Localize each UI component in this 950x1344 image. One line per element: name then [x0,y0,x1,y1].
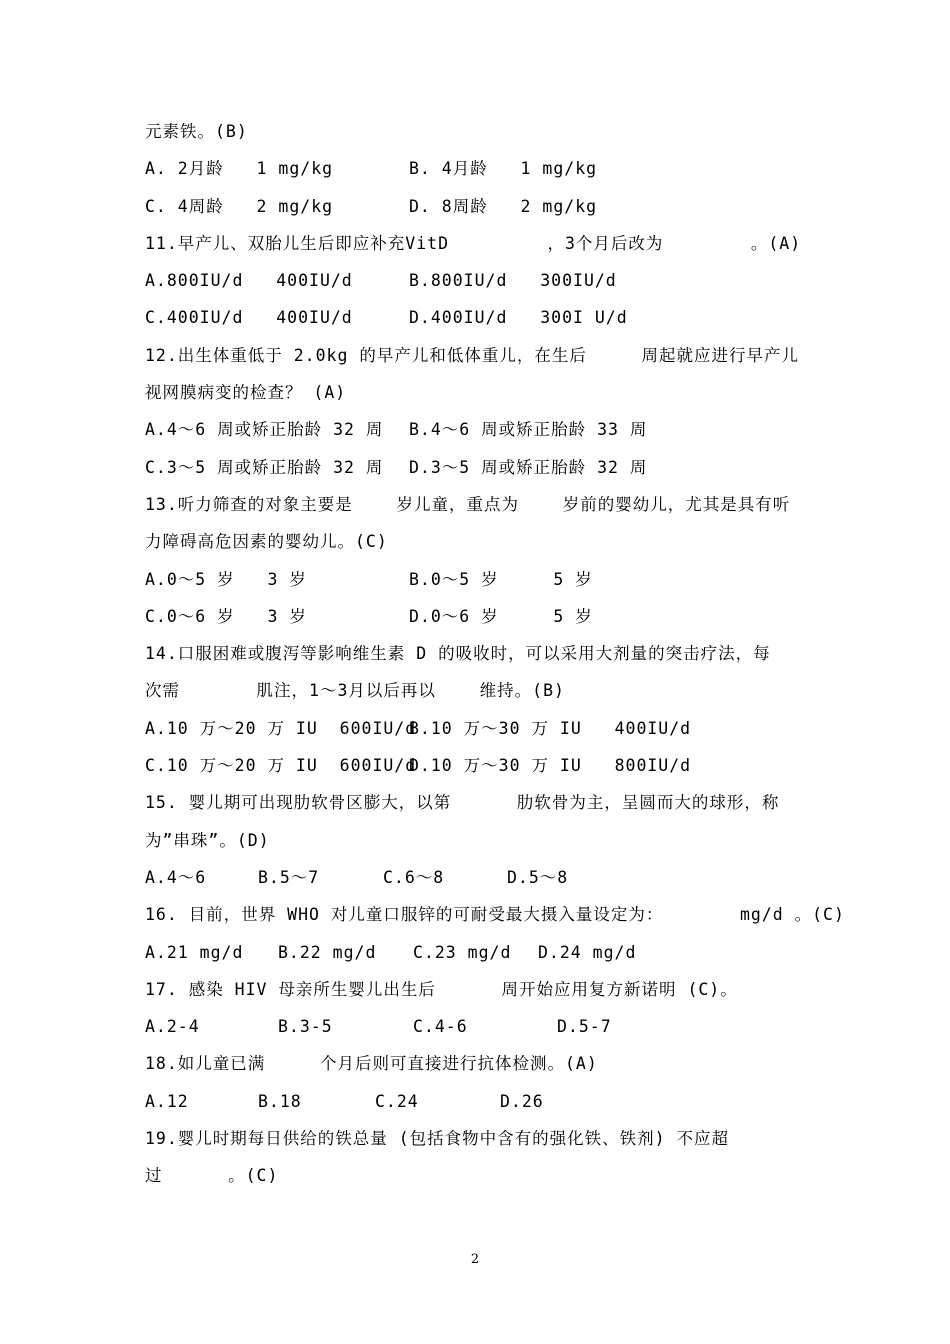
option-b: D.10 万～30 万 IU 800IU/d [409,756,692,776]
options-row [145,262,815,299]
text-line: 12.出生体重低于 2.0kg 的早产儿和低体重儿，在生后 周起就应进行早产儿 [145,345,800,365]
text-line: 过 。(C) [145,1166,279,1186]
option-b: D.400IU/d 300I U/d [409,308,628,328]
text-line: 为”串珠”。(D) [145,830,270,850]
text-line: 14.口服困难或腹泻等影响维生素 D 的吸收时，可以采用大剂量的突击疗法，每 [145,644,771,664]
option-a: A.0～5 岁 3 岁 [145,569,307,589]
text-line: 15. 婴儿期可出现肋软骨区膨大，以第 肋软骨为主，呈圆而大的球形，称 [145,793,780,813]
option-a: C.3～5 周或矫正胎龄 32 周 [145,457,384,477]
text-line: 次需 肌注，1～3月以后再以 维持。(B) [145,681,565,701]
option-a: A.800IU/d 400IU/d [145,271,353,291]
text-line: 18.如儿童已满 个月后则可直接进行抗体检测。(A) [145,1054,598,1074]
option-a: A.4～6 周或矫正胎龄 32 周 [145,420,384,440]
option-a: C.0～6 岁 3 岁 [145,606,307,626]
options-row [145,411,815,448]
option-c: C.23 mg/d [413,942,512,962]
option-c: C.4-6 [413,1017,468,1037]
option-a: C.10 万～20 万 IU 600IU/d [145,756,417,776]
option-b: D.3～5 周或矫正胎龄 32 周 [409,457,648,477]
text-line: 16. 目前，世界 WHO 对儿童口服锌的可耐受最大摄入量设定为： mg/d 。(C) [145,905,845,925]
option-a: A.10 万～20 万 IU 600IU/d [145,718,417,738]
option-a: C.400IU/d 400IU/d [145,308,353,328]
option-c: C.24 [375,1091,419,1111]
option-b: B. 4月龄 1 mg/kg [409,159,598,179]
option-d: D.5-7 [557,1017,612,1037]
option-b: B.0～5 岁 5 岁 [409,569,593,589]
options-row [145,859,815,896]
options-row [145,299,815,336]
option-b: B.5～7 [258,867,320,887]
option-b: D. 8周龄 2 mg/kg [409,196,598,216]
option-a: A.4～6 [145,867,207,887]
options-row [145,188,815,225]
option-c: C.6～8 [383,867,445,887]
options-row [145,1008,815,1045]
question-list [145,113,845,1195]
text-line: 17. 感染 HIV 母亲所生婴儿出生后 周开始应用复方新诺明 (C)。 [145,979,738,999]
text-line: 19.婴儿时期每日供给的铁总量 (包括食物中含有的强化铁、铁剂) 不应超 [145,1129,730,1149]
option-b: B.18 [258,1091,302,1111]
text-line: 11.早产儿、双胎儿生后即应补充VitD ，3个月后改为 。(A) [145,233,802,253]
options-row [145,747,815,784]
options-row [145,710,815,747]
text-line: 元素铁。(B) [145,122,248,141]
options-row [145,934,815,971]
option-a: A.21 mg/d [145,942,244,962]
option-b: B.10 万～30 万 IU 400IU/d [409,718,692,738]
text-line: 视网膜病变的检查？ (A) [145,383,347,403]
options-row [145,561,815,598]
option-a: C. 4周龄 2 mg/kg [145,196,334,216]
options-row [145,150,815,187]
options-row [145,1083,815,1120]
options-row [145,598,815,635]
text-line: 13.听力筛查的对象主要是 岁儿童，重点为 岁前的婴幼儿，尤其是具有听 [145,494,791,514]
option-b: B.4～6 周或矫正胎龄 33 周 [409,420,648,440]
option-b: B.800IU/d 300IU/d [409,271,617,291]
text-line: 力障碍高危因素的婴幼儿。(C) [145,532,388,552]
option-b: B.3-5 [278,1017,333,1037]
option-a: A. 2月龄 1 mg/kg [145,159,334,179]
option-d: D.26 [500,1091,544,1111]
option-d: D.24 mg/d [538,942,637,962]
option-b: D.0～6 岁 5 岁 [409,606,593,626]
page-number: 2 [470,1252,480,1267]
options-row [145,449,815,486]
option-a: A.12 [145,1091,189,1111]
option-b: B.22 mg/d [278,942,377,962]
option-a: A.2-4 [145,1017,200,1037]
option-d: D.5～8 [507,867,569,887]
